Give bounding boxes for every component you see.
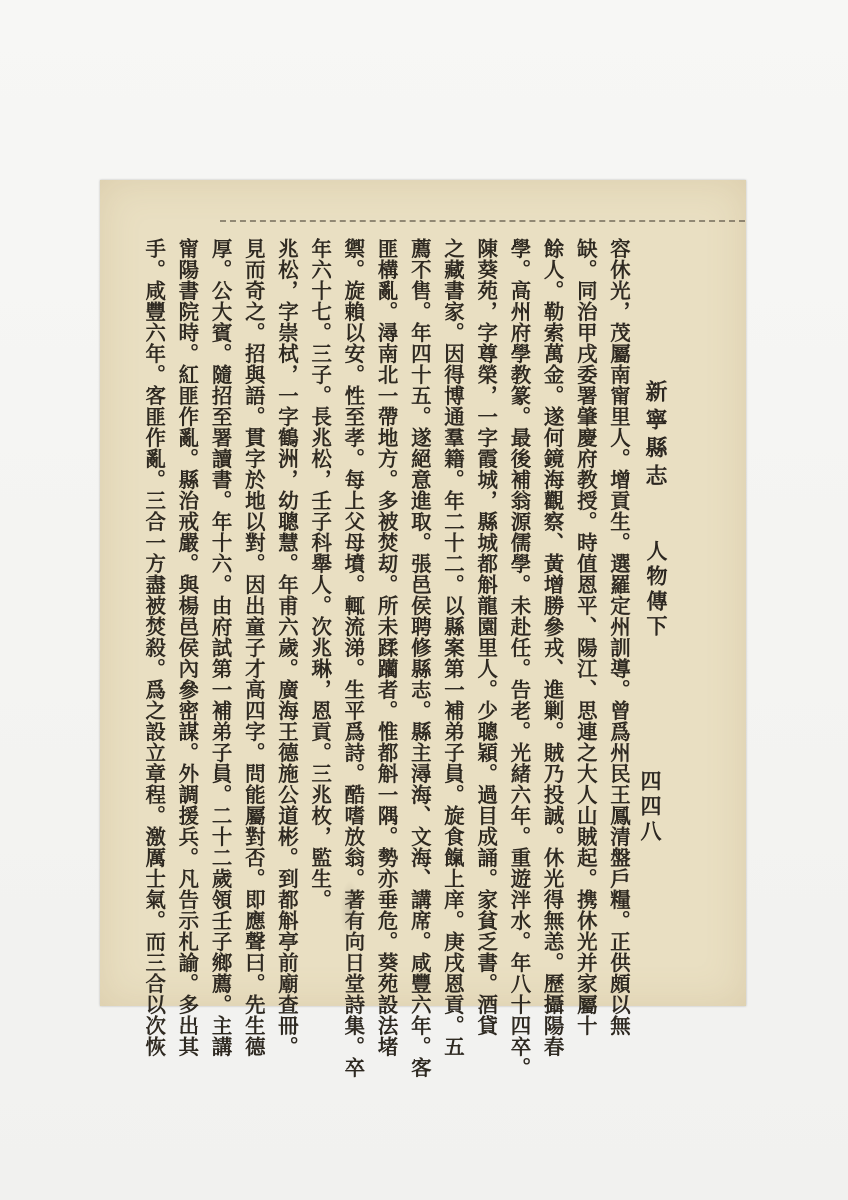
text-column: 年六十七。三子。長兆松，壬子科舉人。次兆琳，恩貢。三兆枚，監生。 — [308, 238, 333, 910]
text-column: 手。咸豐六年。客匪作亂。三合一方盡被焚殺。爲之設立章程。激厲士氣。而三合以次恢 — [142, 238, 167, 1057]
ink-smudge — [340, 880, 360, 940]
header-rule — [220, 220, 745, 222]
text-column: 餘人。勒索萬金。遂何鏡海觀察、黃增勝參戎、進剿。賊乃投誠。休光得無恙。歷攝陽春 — [540, 238, 565, 1057]
text-column: 薦不售。年四十五。遂絕意進取。張邑侯聘修縣志。縣主潯海、文海、講席。咸豐六年。客 — [407, 238, 432, 1078]
text-column: 厚。公大賓。隨招至署讀書。年十六。由府試第一補弟子員。二十二歲領壬子鄉薦。主講 — [208, 238, 233, 1057]
text-column: 禦。旋賴以安。性至孝。每上父母墳。輒流涕。生平爲詩。酷嗜放翁。著有向日堂詩集。卒 — [341, 238, 366, 1078]
section-title: 人物傳下 — [644, 540, 669, 640]
text-column: 學。高州府學教篆。最後補翁源儒學。未赴任。告老。光緒六年。重遊泮水。年八十四卒。 — [507, 238, 532, 1078]
text-column: 容休光，茂屬南甯里人。增貢生。選羅定州訓導。曾爲州民王鳳清盤戶糧。正供頗以無 — [607, 238, 631, 1036]
text-column: 兆松，字崇栻，一字鶴洲，幼聰慧。年甫六歲。廣海王德施公道彬。到都斛亭前廟查冊。 — [274, 238, 299, 1057]
text-column: 之藏書家。因得博通羣籍。年二十二。以縣案第一補弟子員。旋食餼上庠。庚戌恩貢。五 — [440, 238, 465, 1057]
document-page — [100, 180, 746, 1078]
page-header — [635, 240, 671, 760]
text-column: 見而奇之。招與語。貫字於地以對。因出童子才高四字。問能屬對否。即應聲曰。先生德 — [241, 238, 266, 1057]
text-column: 缺。同治甲戌委署肇慶府教授。時值恩平、陽江、思連之大人山賊起。携休光并家屬十 — [573, 238, 598, 1036]
text-column: 陳葵苑，字尊榮，一字霞城，縣城都斛龍園里人。少聰穎。過目成誦。家貧乏書。酒貸 — [474, 238, 499, 1036]
book-title: 新寧縣志 — [642, 380, 668, 492]
text-column: 甯陽書院時。紅匪作亂。縣治戒嚴。與楊邑侯內參密謀。外調援兵。凡告示札諭。多出其 — [175, 238, 200, 1057]
page-number: 四四八 — [638, 770, 663, 845]
text-column: 匪構亂。潯南北一帶地方。多被焚刧。所未蹂躪者。惟都斛一隅。勢亦垂危。葵苑設法堵 — [374, 238, 399, 1057]
body-text — [142, 238, 635, 1078]
